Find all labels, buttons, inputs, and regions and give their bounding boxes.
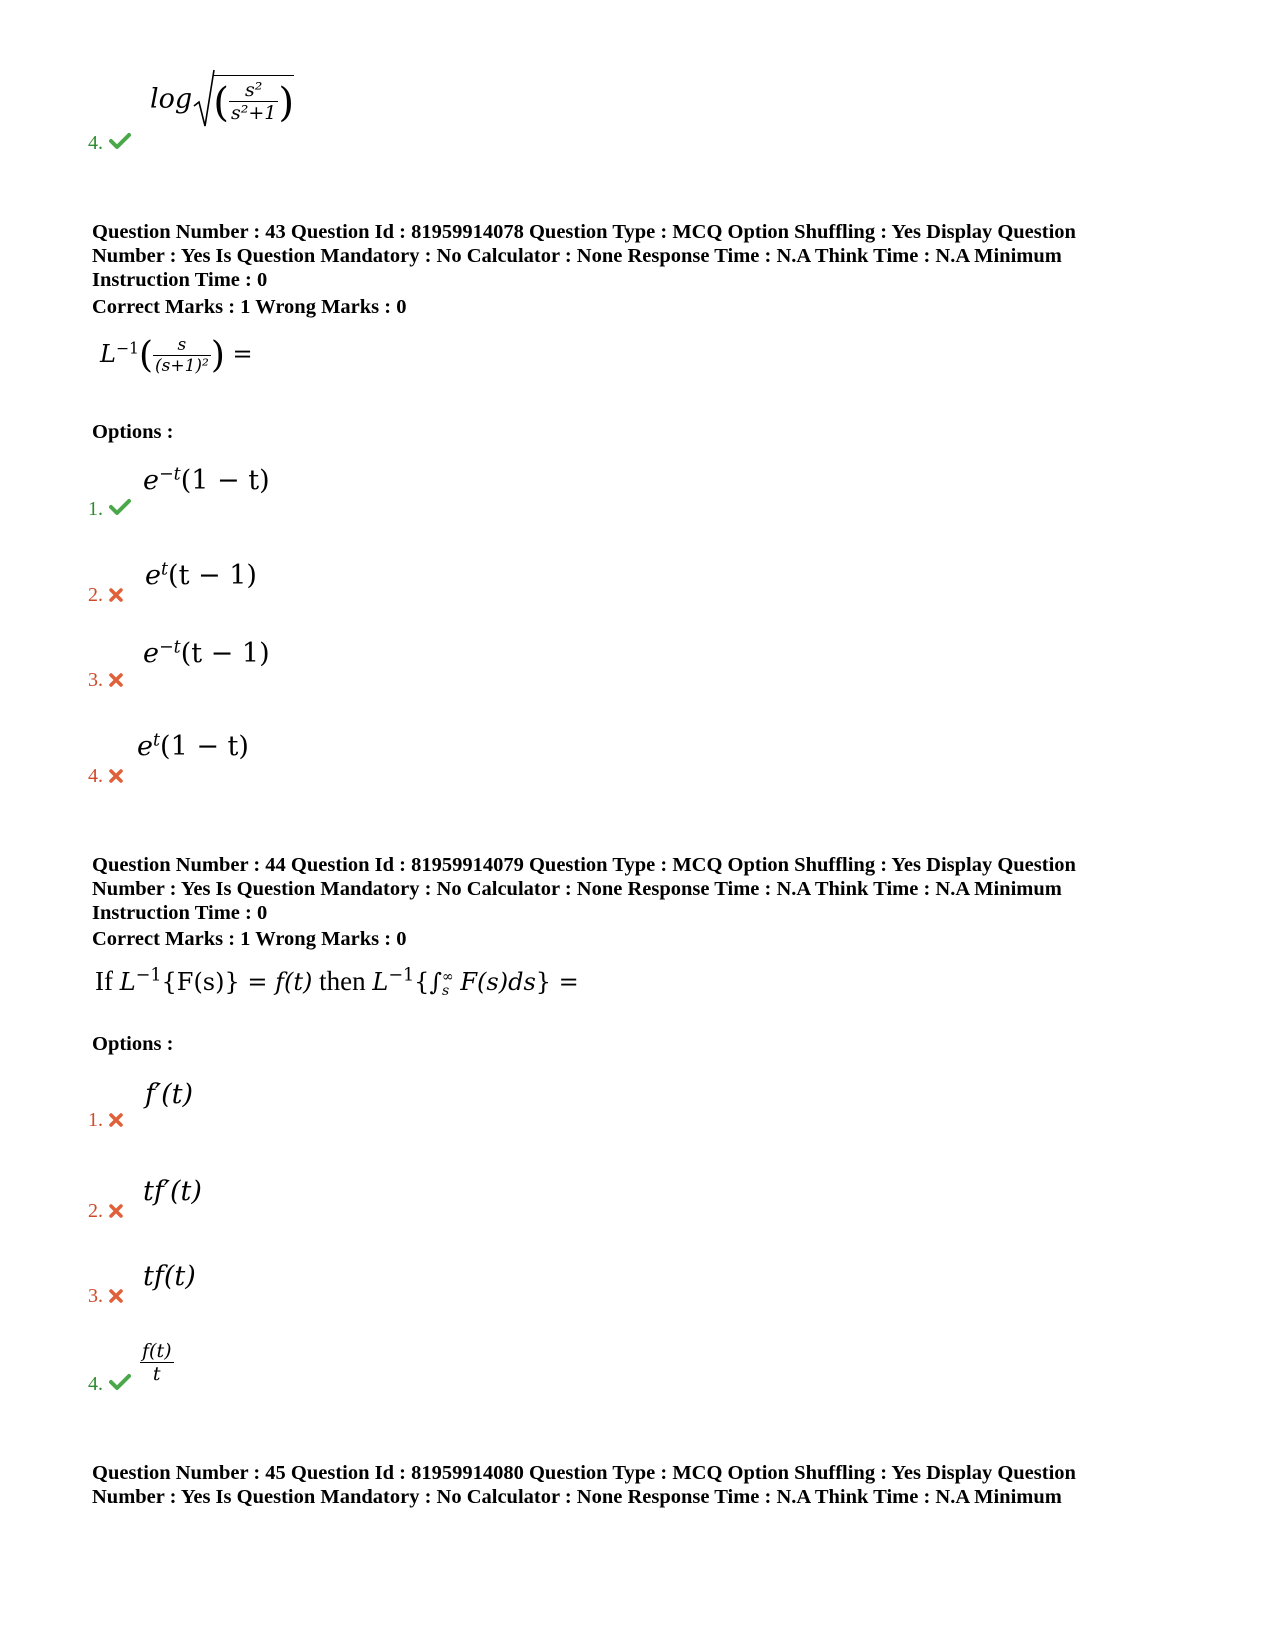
q44-marks: Correct Marks : 1 Wrong Marks : 0 xyxy=(92,928,407,950)
factor: (1 − t) xyxy=(180,465,270,496)
then-text: then xyxy=(319,966,366,996)
prev-fraction-numerator: s² xyxy=(245,79,263,101)
q43-option-4-expression xyxy=(137,731,249,762)
q43-option-3[interactable] xyxy=(88,669,123,693)
q44-question-stem xyxy=(95,966,579,998)
check-icon xyxy=(109,498,131,522)
cross-icon xyxy=(109,585,123,608)
inverse-exponent: −1 xyxy=(135,965,162,986)
cross-icon xyxy=(109,1110,123,1133)
equals-sign: = xyxy=(232,340,253,368)
option-number: 3. xyxy=(88,1285,103,1307)
factor: (1 − t) xyxy=(160,731,249,762)
q43-numerator: s xyxy=(177,335,187,355)
exponent: t xyxy=(152,730,161,751)
q43-options-label: Options : xyxy=(92,421,174,443)
exp-base: e xyxy=(137,731,153,762)
option-number: 1. xyxy=(88,498,103,520)
q44-meta-line-3: Instruction Time : 0 xyxy=(92,902,268,924)
option-number: 4. xyxy=(88,1373,103,1395)
q44-meta-line-1: Question Number : 44 Question Id : 81959914079 Question Type : MCQ Option Shuffling : Yes Display Question xyxy=(92,854,1076,876)
q44-meta-line-2: Number : Yes Is Question Mandatory : No Calculator : None Response Time : N.A Think Time : N.A Minimum xyxy=(92,878,1062,900)
cross-icon xyxy=(109,1286,123,1309)
cross-icon xyxy=(109,670,123,693)
q43-meta-line-1: Question Number : 43 Question Id : 81959914078 Question Type : MCQ Option Shuffling : Yes Display Question xyxy=(92,221,1076,243)
q43-option-2[interactable] xyxy=(88,584,123,608)
q43-option-1-expression xyxy=(143,465,270,496)
q45-meta-line-1: Question Number : 45 Question Id : 81959914080 Question Type : MCQ Option Shuffling : Yes Display Question xyxy=(92,1462,1076,1484)
prev-option-4-expression: log ( $\frac{\text{s²}}{\text{s²+1}}$ ) xyxy=(150,68,294,132)
close-brace-equals: } = xyxy=(535,968,579,996)
exp-base: e xyxy=(145,560,161,591)
q43-option-2-expression xyxy=(145,560,257,591)
q45-meta xyxy=(92,1461,1202,1509)
fraction-numerator: f(t) xyxy=(142,1340,172,1362)
q44-meta xyxy=(92,853,1202,925)
q44-option-1[interactable] xyxy=(88,1109,123,1133)
q44-option-3-expression: tf(t) xyxy=(143,1261,196,1292)
q44-option-4[interactable] xyxy=(88,1373,131,1397)
fraction-denominator: t xyxy=(140,1362,174,1385)
q44-option-2[interactable] xyxy=(88,1200,123,1224)
factor: (t − 1) xyxy=(180,638,270,669)
inverse-exponent-2: −1 xyxy=(388,965,415,986)
check-icon xyxy=(109,132,131,156)
integrand: F(s)ds xyxy=(460,968,536,996)
exp-base: e xyxy=(143,465,159,496)
q43-denominator: (s+1)² xyxy=(154,356,209,376)
prev-option-4[interactable] xyxy=(88,132,131,156)
exponent: −t xyxy=(158,637,181,658)
q45-meta-line-2: Number : Yes Is Question Mandatory : No Calculator : None Response Time : N.A Think Time : N.A Minimum xyxy=(92,1486,1062,1508)
option-number: 2. xyxy=(88,584,103,606)
log-text: log xyxy=(150,83,193,115)
inverse-exponent: −1 xyxy=(115,339,139,358)
q43-meta-line-2: Number : Yes Is Question Mandatory : No Calculator : None Response Time : N.A Think Time : N.A Minimum xyxy=(92,245,1062,267)
q43-option-4[interactable] xyxy=(88,765,123,789)
laplace-operator: L xyxy=(100,340,116,368)
lhs-argument: {F(s)} = xyxy=(161,968,276,996)
q43-meta xyxy=(92,220,1202,292)
q43-meta-line-3: Instruction Time : 0 xyxy=(92,269,268,291)
q44-option-2-expression: tf′(t) xyxy=(143,1176,202,1207)
exponent: −t xyxy=(158,464,181,485)
q44-option-4-expression xyxy=(140,1340,174,1385)
option-number: 4. xyxy=(88,765,103,787)
q44-option-1-expression: f′(t) xyxy=(145,1079,194,1110)
cross-icon xyxy=(109,1201,123,1224)
integral-sign: ∫ xyxy=(429,968,442,996)
exponent: t xyxy=(160,559,169,580)
factor: (t − 1) xyxy=(168,560,257,591)
integral-upper-limit: ∞ xyxy=(441,968,454,985)
q43-question-stem: $L^{-1}$( $\frac{s}{\text{(s+1)²}}$ ) = xyxy=(100,335,253,376)
prev-fraction-denominator: s²+1 xyxy=(231,102,277,124)
function-f: f(t) xyxy=(275,968,313,996)
if-text: If xyxy=(95,966,113,996)
check-icon xyxy=(109,1373,131,1397)
q43-option-1[interactable] xyxy=(88,498,131,522)
laplace-operator-2: L xyxy=(372,968,389,996)
q43-marks: Correct Marks : 1 Wrong Marks : 0 xyxy=(92,296,407,318)
option-number: 2. xyxy=(88,1200,103,1222)
open-brace: { xyxy=(414,968,430,996)
q43-option-3-expression xyxy=(143,638,270,669)
option-number: 4. xyxy=(88,132,103,154)
exp-base: e xyxy=(143,638,159,669)
integral-lower-limit: s xyxy=(441,982,450,999)
q44-option-3[interactable] xyxy=(88,1285,123,1309)
laplace-operator: L xyxy=(119,968,136,996)
option-number: 3. xyxy=(88,669,103,691)
cross-icon xyxy=(109,766,123,789)
q44-options-label: Options : xyxy=(92,1033,174,1055)
option-number: 1. xyxy=(88,1109,103,1131)
